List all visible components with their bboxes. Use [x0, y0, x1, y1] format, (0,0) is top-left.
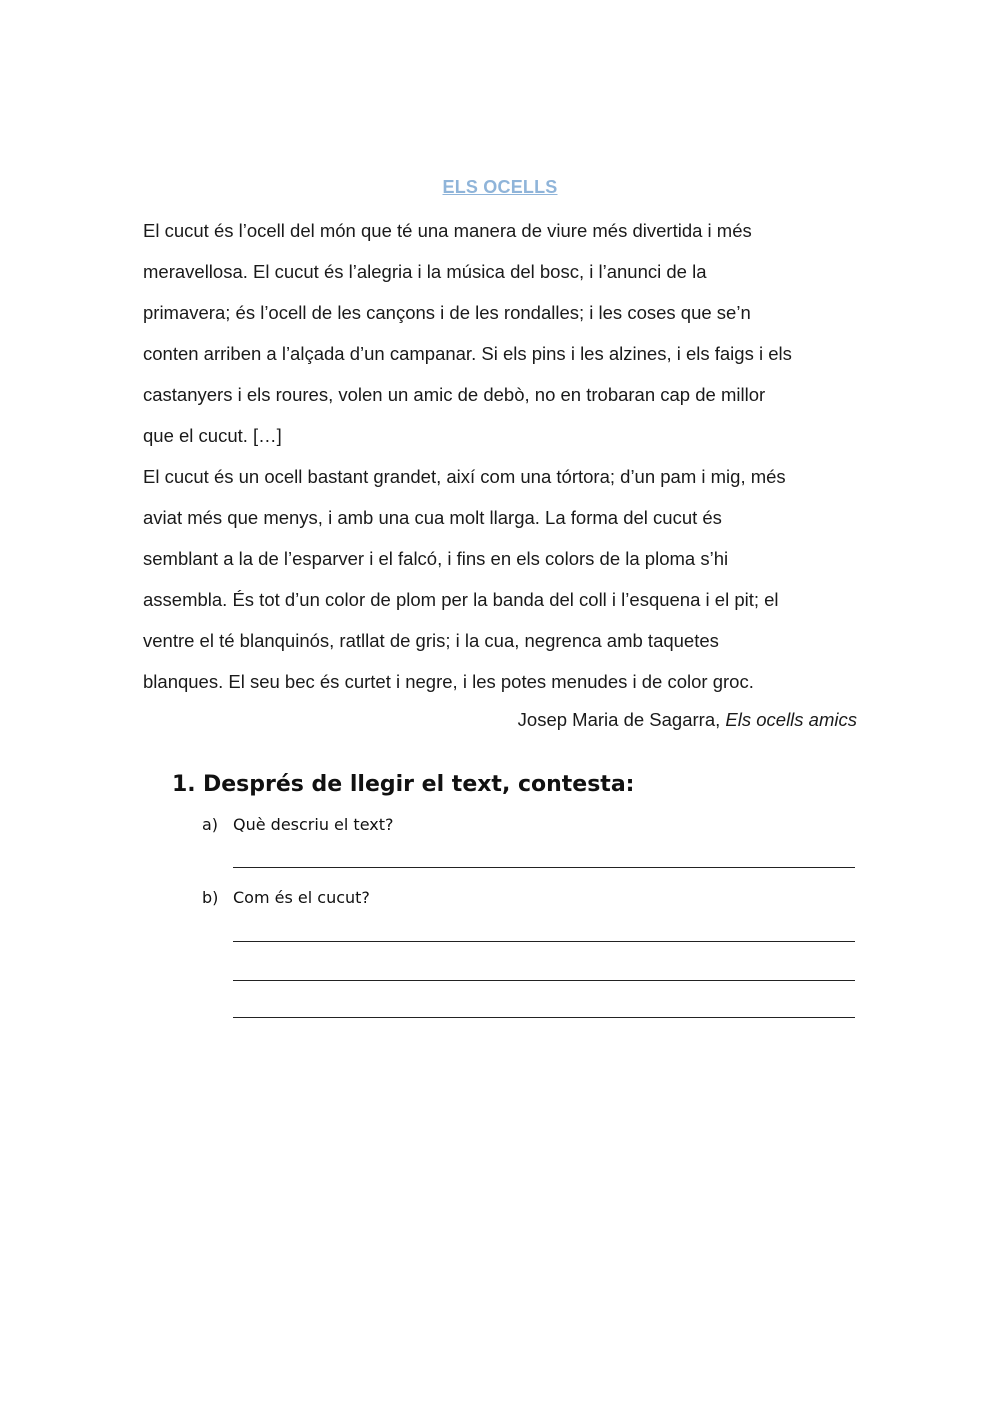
- answer-line-b-3[interactable]: [233, 1017, 855, 1018]
- passage-line: ventre el té blanquinós, ratllat de gris; i la cua, negrenca amb taquetes: [143, 630, 719, 651]
- passage-line: semblant a la de l’esparver i el falcó, i fins en els colors de la ploma s’hi: [143, 548, 729, 569]
- question-text: Què descriu el text?: [233, 815, 394, 834]
- passage-line: que el cucut. […]: [143, 425, 282, 446]
- exercise-heading-text: Després de llegir el text, contesta:: [203, 772, 635, 797]
- reading-passage: [143, 210, 863, 702]
- passage-line: blanques. El seu bec és curtet i negre, i les potes menudes i de color groc.: [143, 671, 754, 692]
- question-a: [202, 815, 394, 834]
- exercise-heading: [172, 772, 634, 797]
- passage-line: meravellosa. El cucut és l’alegria i la música del bosc, i l’anunci de la: [143, 261, 707, 282]
- question-text: Com és el cucut?: [233, 888, 370, 907]
- passage-line: assembla. És tot d’un color de plom per la banda del coll i l’esquena i el pit; el: [143, 589, 779, 610]
- document-title: ELS OCELLS: [442, 177, 558, 197]
- attribution-work-title: Els ocells amics: [725, 709, 857, 730]
- attribution-author: Josep Maria de Sagarra,: [517, 709, 721, 730]
- exercise-number: 1.: [172, 772, 196, 797]
- passage-line: primavera; és l’ocell de les cançons i de les rondalles; i les coses que se’n: [143, 302, 751, 323]
- question-letter: a): [202, 815, 219, 834]
- question-b: [202, 888, 370, 907]
- passage-line: El cucut és un ocell bastant grandet, així com una tórtora; d’un pam i mig, més: [143, 466, 786, 487]
- passage-line: El cucut és l’ocell del món que té una manera de viure més divertida i més: [143, 220, 752, 241]
- passage-line: aviat més que menys, i amb una cua molt llarga. La forma del cucut és: [143, 507, 722, 528]
- answer-line-a-1[interactable]: [233, 867, 855, 868]
- passage-line: castanyers i els roures, volen un amic de debò, no en trobaran cap de millor: [143, 384, 766, 405]
- answer-line-b-1[interactable]: [233, 941, 855, 942]
- source-attribution: [518, 699, 857, 740]
- passage-line: conten arriben a l’alçada d’un campanar. Si els pins i les alzines, i els faigs i els: [143, 343, 792, 364]
- answer-line-b-2[interactable]: [233, 980, 855, 981]
- question-letter: b): [202, 888, 219, 907]
